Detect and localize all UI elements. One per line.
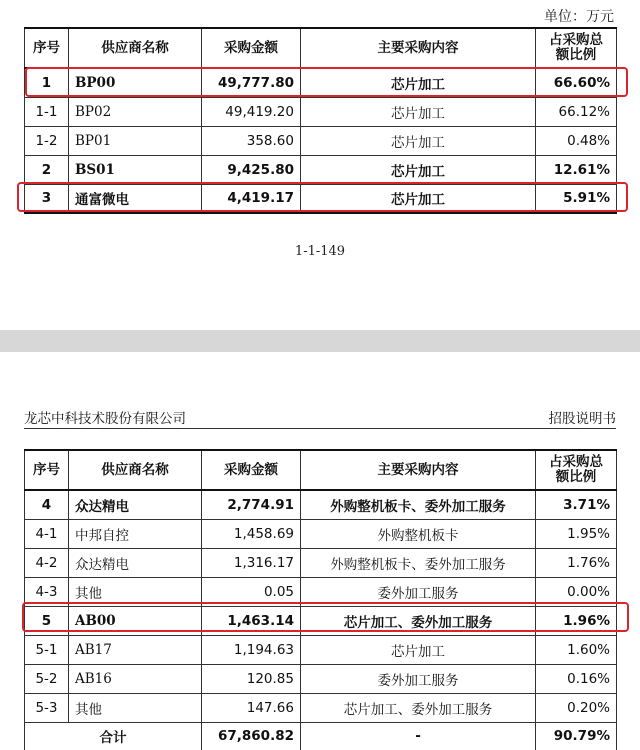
row-number-cell: 4-2 [25, 548, 69, 577]
row-number-cell: 1 [25, 68, 69, 97]
supplier-name-cell: BP02 [69, 97, 202, 126]
supplier-name-cell: 其他 [69, 693, 202, 722]
amount-cell: 147.66 [202, 693, 301, 722]
col-header-content: 主要采购内容 [301, 450, 536, 490]
supplier-name-cell: AB17 [69, 635, 202, 664]
ratio-cell: 12.61% [536, 155, 617, 184]
purchase-content-cell: 委外加工服务 [301, 664, 536, 693]
supplier-name-cell: 中邦自控 [69, 519, 202, 548]
supplier-name-cell: BP00 [69, 68, 202, 97]
supplier-name-cell: 众达精电 [69, 548, 202, 577]
unit-label: 单位：万元 [544, 9, 614, 25]
col-header-supplier: 供应商名称 [69, 450, 202, 490]
table-row [25, 519, 617, 548]
row-number-cell: 5-1 [25, 635, 69, 664]
purchase-content-cell: 外购整机板卡、委外加工服务 [301, 490, 536, 519]
amount-cell: 1,458.69 [202, 519, 301, 548]
ratio-cell: 1.96% [536, 606, 617, 635]
ratio-cell: 1.95% [536, 519, 617, 548]
table-row [25, 548, 617, 577]
supplier-name-cell: 通富微电 [69, 184, 202, 213]
ratio-cell: 66.60% [536, 68, 617, 97]
amount-cell: 1,463.14 [202, 606, 301, 635]
amount-cell: 0.05 [202, 577, 301, 606]
supplier-table-part2 [24, 449, 617, 750]
col-header-content: 主要采购内容 [301, 28, 536, 68]
col-header-amount: 采购金额 [202, 450, 301, 490]
row-number-cell: 5-2 [25, 664, 69, 693]
table-row [25, 635, 617, 664]
row-number-cell: 5 [25, 606, 69, 635]
ratio-cell: 0.00% [536, 577, 617, 606]
amount-cell: 49,419.20 [202, 97, 301, 126]
ratio-cell: 3.71% [536, 490, 617, 519]
amount-cell: 4,419.17 [202, 184, 301, 213]
purchase-content-cell: 芯片加工、委外加工服务 [301, 693, 536, 722]
table-row [25, 126, 617, 155]
ratio-cell: 1.76% [536, 548, 617, 577]
row-number-cell: 4 [25, 490, 69, 519]
amount-cell: 49,777.80 [202, 68, 301, 97]
col-header-ratio: 占采购总额比例 [536, 28, 617, 68]
purchase-content-cell: 芯片加工 [301, 68, 536, 97]
col-header-amount: 采购金额 [202, 28, 301, 68]
table-row [25, 68, 617, 97]
row-number-cell: 4-1 [25, 519, 69, 548]
ratio-cell: 0.48% [536, 126, 617, 155]
total-content-cell: - [301, 722, 536, 750]
amount-cell: 358.60 [202, 126, 301, 155]
table-row [25, 155, 617, 184]
document-page-bottom [0, 352, 640, 750]
total-ratio-cell: 90.79% [536, 722, 617, 750]
table-row [25, 606, 617, 635]
row-number-cell: 5-3 [25, 693, 69, 722]
row-number-cell: 1-2 [25, 126, 69, 155]
ratio-cell: 0.20% [536, 693, 617, 722]
row-number-cell: 1-1 [25, 97, 69, 126]
supplier-name-cell: 众达精电 [69, 490, 202, 519]
purchase-content-cell: 委外加工服务 [301, 577, 536, 606]
page-gap [0, 330, 640, 352]
supplier-name-cell: 其他 [69, 577, 202, 606]
purchase-content-cell: 芯片加工 [301, 155, 536, 184]
purchase-content-cell: 芯片加工 [301, 184, 536, 213]
col-header-supplier: 供应商名称 [69, 28, 202, 68]
table-row [25, 693, 617, 722]
amount-cell: 2,774.91 [202, 490, 301, 519]
ratio-cell: 0.16% [536, 664, 617, 693]
supplier-name-cell: BP01 [69, 126, 202, 155]
purchase-content-cell: 芯片加工 [301, 126, 536, 155]
document-page-top [0, 0, 640, 330]
supplier-name-cell: AB00 [69, 606, 202, 635]
purchase-content-cell: 芯片加工、委外加工服务 [301, 606, 536, 635]
amount-cell: 9,425.80 [202, 155, 301, 184]
ratio-cell: 5.91% [536, 184, 617, 213]
total-row [25, 722, 617, 750]
page-number: 1-1-149 [294, 244, 346, 259]
table-row [25, 97, 617, 126]
ratio-cell: 1.60% [536, 635, 617, 664]
supplier-table-part1 [24, 27, 617, 214]
total-amount-cell: 67,860.82 [202, 722, 301, 750]
amount-cell: 1,316.17 [202, 548, 301, 577]
table-row [25, 577, 617, 606]
document-header [24, 407, 616, 429]
purchase-content-cell: 外购整机板卡、委外加工服务 [301, 548, 536, 577]
document-type: 招股说明书 [548, 411, 616, 427]
col-header-no: 序号 [25, 450, 69, 490]
purchase-content-cell: 芯片加工 [301, 97, 536, 126]
table-row [25, 490, 617, 519]
amount-cell: 1,194.63 [202, 635, 301, 664]
col-header-no: 序号 [25, 28, 69, 68]
company-name: 龙芯中科技术股份有限公司 [24, 411, 186, 427]
ratio-cell: 66.12% [536, 97, 617, 126]
table-row [25, 184, 617, 213]
purchase-content-cell: 芯片加工 [301, 635, 536, 664]
row-number-cell: 4-3 [25, 577, 69, 606]
row-number-cell: 2 [25, 155, 69, 184]
table-header-row [25, 450, 617, 490]
purchase-content-cell: 外购整机板卡 [301, 519, 536, 548]
table-header-row [25, 28, 617, 68]
supplier-name-cell: AB16 [69, 664, 202, 693]
amount-cell: 120.85 [202, 664, 301, 693]
col-header-ratio: 占采购总额比例 [536, 450, 617, 490]
row-number-cell: 3 [25, 184, 69, 213]
table-row [25, 664, 617, 693]
total-label-cell: 合计 [25, 722, 202, 750]
supplier-name-cell: BS01 [69, 155, 202, 184]
